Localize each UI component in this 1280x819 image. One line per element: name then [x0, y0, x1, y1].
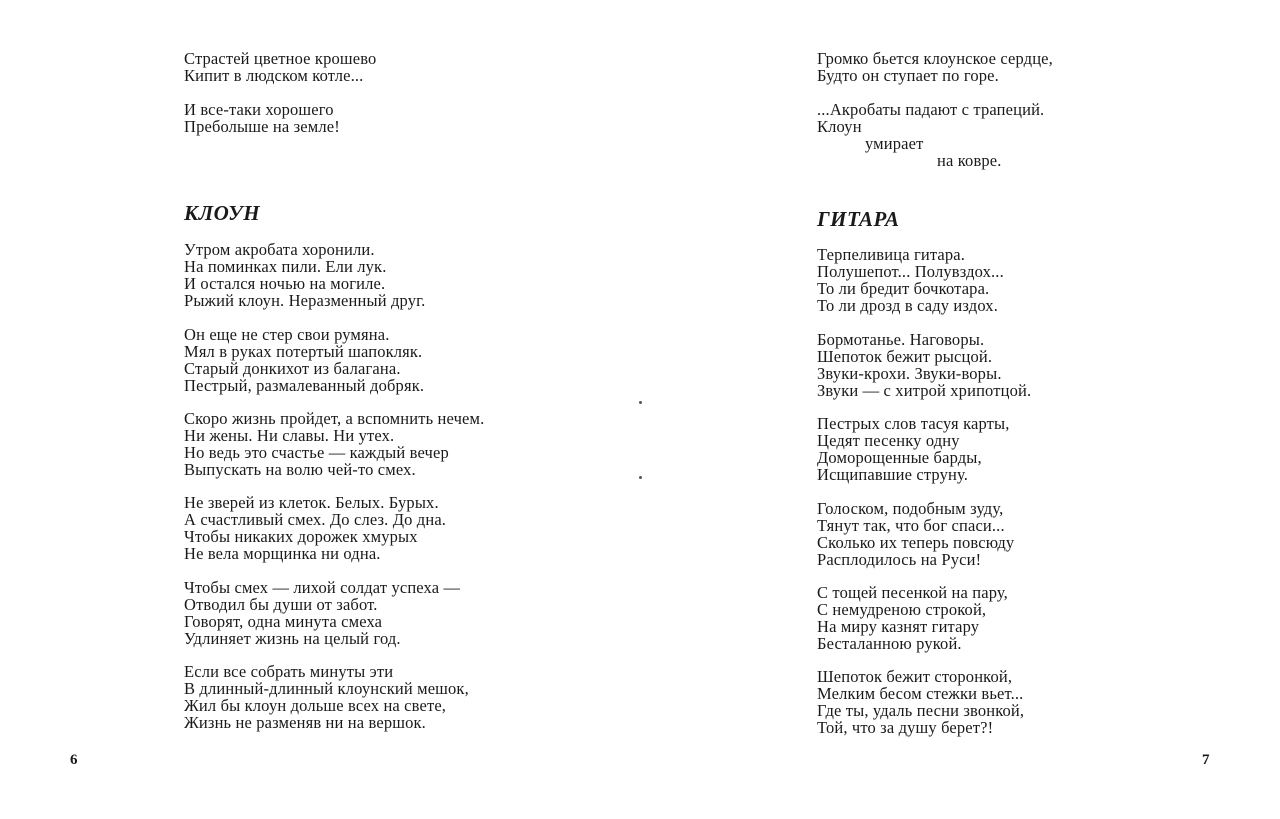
- verse-line: Клоун: [817, 117, 862, 136]
- verse-line: На миру казнят гитару: [817, 617, 980, 636]
- verse-line: Пестрых слов тасуя карты,: [817, 414, 1010, 433]
- verse-line: Бормотанье. Наговоры.: [817, 330, 985, 349]
- verse-line: на ковре.: [937, 151, 1002, 170]
- poem-stanza: [184, 663, 469, 731]
- verse-line: Мял в руках потертый шапокляк.: [184, 342, 423, 361]
- verse-line: С немудреною строкой,: [817, 600, 987, 619]
- verse-line: Выпускать на волю чей-то смех.: [184, 460, 416, 479]
- page-number: 7: [1202, 752, 1210, 768]
- intro-stanza: [817, 101, 1044, 169]
- intro-stanza: [184, 101, 340, 135]
- verse-line: Утром акробата хоронили.: [184, 240, 375, 259]
- verse-line: Скоро жизнь пройдет, а вспомнить нечем.: [184, 409, 485, 428]
- poem-stanza: [817, 500, 1014, 568]
- verse-line: Той, что за душу берет?!: [817, 718, 994, 737]
- verse-line: Терпеливица гитара.: [817, 245, 966, 264]
- poem-stanza: [184, 579, 460, 647]
- verse-line: Доморощенные барды,: [817, 448, 982, 467]
- verse-line: Цедят песенку одну: [817, 431, 960, 450]
- poem-stanza: [817, 246, 1004, 314]
- verse-line: Тянут так, что бог спаси...: [817, 516, 1005, 535]
- verse-line: То ли дрозд в саду издох.: [817, 296, 998, 315]
- verse-line: С тощей песенкой на пару,: [817, 583, 1008, 602]
- verse-line: Если все собрать минуты эти: [184, 662, 394, 681]
- verse-line: Старый донкихот из балагана.: [184, 359, 401, 378]
- verse-line: Голоском, подобным зуду,: [817, 499, 1004, 518]
- verse-line: Рыжий клоун. Неразменный друг.: [184, 291, 426, 310]
- verse-line: Жил бы клоун дольше всех на свете,: [184, 696, 447, 715]
- verse-line: Преболыше на земле!: [184, 117, 340, 136]
- verse-line: Не зверей из клеток. Белых. Бурых.: [184, 493, 439, 512]
- verse-line: И остался ночью на могиле.: [184, 274, 386, 293]
- verse-line: умирает: [865, 134, 924, 153]
- verse-line: Ни жены. Ни славы. Ни утех.: [184, 426, 395, 445]
- verse-line: Шепоток бежит сторонкой,: [817, 667, 1013, 686]
- verse-line: Где ты, удаль песни звонкой,: [817, 701, 1025, 720]
- verse-line: Исщипавшие струну.: [817, 465, 968, 484]
- verse-line: Пестрый, размалеванный добряк.: [184, 376, 425, 395]
- poem-title: ГИТАРА: [817, 207, 900, 231]
- verse-line: А счастливый смех. До слез. До дна.: [184, 510, 447, 529]
- verse-line: Кипит в людском котле...: [184, 66, 364, 85]
- verse-line: Будто он ступает по горе.: [817, 66, 999, 85]
- poem-stanza: [184, 241, 425, 309]
- poem-stanza: [184, 410, 484, 478]
- verse-line: Громко бьется клоунское сердце,: [817, 49, 1053, 68]
- verse-line: Не вела морщинка ни одна.: [184, 544, 381, 563]
- verse-line: Сколько их теперь повсюду: [817, 533, 1015, 552]
- verse-line: Страстей цветное крошево: [184, 49, 377, 68]
- poem-title: КЛОУН: [184, 201, 261, 225]
- verse-line: Удлиняет жизнь на целый год.: [184, 629, 401, 648]
- verse-line: И все-таки хорошего: [184, 100, 334, 119]
- right-page: [640, 0, 1280, 819]
- verse-line: Мелким бесом стежки вьет...: [817, 684, 1024, 703]
- poem-stanza: [817, 584, 1008, 652]
- verse-line: Полушепот... Полувздох...: [817, 262, 1004, 281]
- verse-line: Говорят, одна минута смеха: [184, 612, 383, 631]
- verse-line: Расплодилось на Руси!: [817, 550, 982, 569]
- poem-stanza: [184, 494, 446, 562]
- poem-stanza: [184, 326, 424, 394]
- verse-line: Отводил бы души от забот.: [184, 595, 378, 614]
- page-number: 6: [70, 752, 78, 768]
- verse-line: Шепоток бежит рысцой.: [817, 347, 993, 366]
- poem-stanza: [817, 415, 1010, 483]
- poem-stanza: [817, 331, 1031, 399]
- verse-line: ...Акробаты падают с трапеций.: [817, 100, 1045, 119]
- verse-line: То ли бредит бочкотара.: [817, 279, 990, 298]
- verse-line: Чтобы никаких дорожек хмурых: [184, 527, 418, 546]
- verse-line: Бесталанною рукой.: [817, 634, 962, 653]
- verse-line: Он еще не стер свои румяна.: [184, 325, 390, 344]
- intro-stanza: [184, 50, 376, 84]
- verse-line: На поминках пили. Ели лук.: [184, 257, 387, 276]
- verse-line: В длинный-длинный клоунский мешок,: [184, 679, 469, 698]
- verse-line: Звуки-крохи. Звуки-воры.: [817, 364, 1002, 383]
- verse-line: Но ведь это счастье — каждый вечер: [184, 443, 449, 462]
- poem-stanza: [817, 668, 1024, 736]
- intro-stanza: [817, 50, 1053, 84]
- verse-line: Звуки — с хитрой хрипотцой.: [817, 381, 1032, 400]
- verse-line: Чтобы смех — лихой солдат успеха —: [184, 578, 461, 597]
- verse-line: Жизнь не разменяв ни на вершок.: [184, 713, 426, 732]
